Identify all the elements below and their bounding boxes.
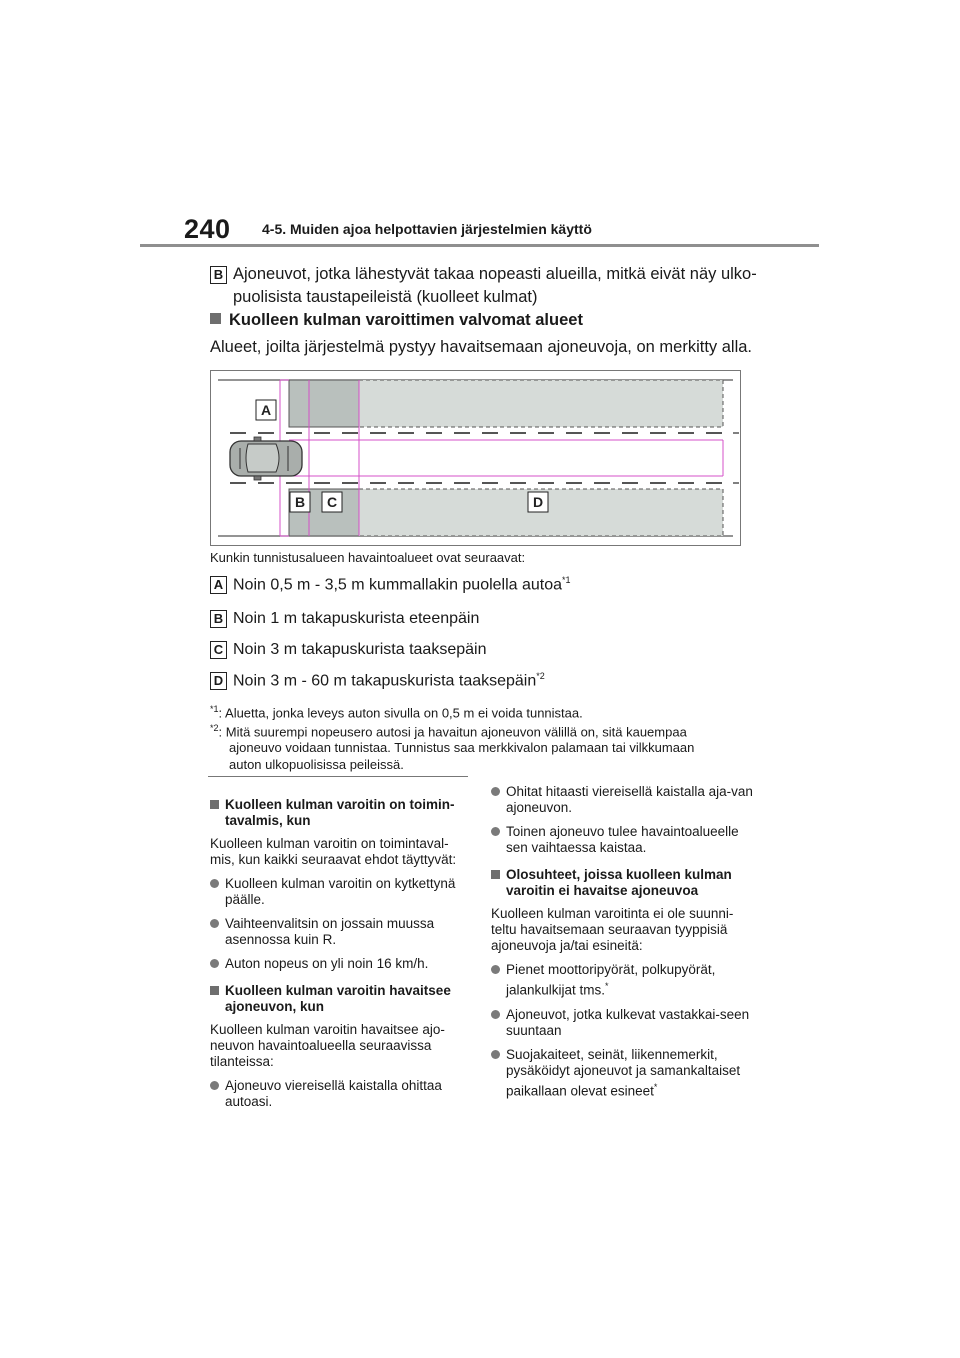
svg-text:C: C xyxy=(326,494,338,510)
diagram-label-b xyxy=(290,492,310,512)
right-paragraph-3: Kuolleen kulman varoitinta ei ole suunni-teltu havaitsemaan seuraavan tyyppisiä ajoneuvoja ja/tai esineitä: xyxy=(491,906,734,953)
diagram-label-a xyxy=(256,400,276,420)
list-item: Vaihteenvalitsin on jossain muussa asennossa kuin R. xyxy=(210,916,468,948)
zone-d-top xyxy=(359,380,723,427)
section-title: 4-5. Muiden ajoa helpottavien järjestelmien käyttö xyxy=(262,221,592,237)
definition-a: A Noin 0,5 m - 3,5 m kummallakin puolella autoa$^{*1}$ xyxy=(210,575,571,594)
footnote-2: $^{*2}$: Mitä suurempi nopeusero autosi ja havaitun ajoneuvon välillä on, sitä kauempaa xyxy=(210,723,687,740)
left-column xyxy=(210,797,468,1110)
page-number: 240 xyxy=(184,214,231,244)
footnote-2-line-2: ajoneuvo voidaan tunnistaa. Tunnistus saa merkkivalon palamaan tai vilkkumaan xyxy=(229,740,695,755)
diagram-caption: Kunkin tunnistusalueen havaintoalueet ovat seuraavat: xyxy=(210,550,526,565)
definition-c: C Noin 3 m takapuskurista taaksepäin xyxy=(210,641,486,659)
list-item: Auton nopeus on yli noin 16 km/h. xyxy=(210,956,468,972)
lead-text: Alueet, joilta järjestelmä pystyy havaitsemaan ajoneuvoja, on merkitty alla. xyxy=(210,338,753,356)
svg-text:B: B xyxy=(294,494,306,510)
definition-d: D Noin 3 m - 60 m takapuskurista taaksepäin$^{*2}$ xyxy=(210,671,545,690)
list-item: Pienet moottoripyörät, polkupyörät, jalankulkijat tms.* xyxy=(491,962,753,999)
square-bullet-icon xyxy=(210,313,221,324)
definition-b: B Noin 1 m takapuskurista eteenpäin xyxy=(210,610,479,628)
list-item: Ajoneuvo viereisellä kaistalla ohittaa autoasi. xyxy=(210,1078,468,1110)
main-heading: Kuolleen kulman varoittimen valvomat alueet xyxy=(210,311,583,330)
svg-text:D: D xyxy=(532,494,544,510)
list-item: Toinen ajoneuvo tulee havaintoalueelle sen vaihtaessa kaistaa. xyxy=(491,824,753,856)
list-item: Ohitat hitaasti viereisellä kaistalla aja-van ajoneuvon. xyxy=(491,784,753,816)
car-icon xyxy=(230,437,302,480)
right-column xyxy=(491,784,753,1099)
header-rule xyxy=(140,244,819,247)
diagram-label-d xyxy=(528,492,548,512)
left-heading-2: Kuolleen kulman varoitin havaitsee ajoneuvon, kun xyxy=(210,983,468,1015)
footnote-1: $^{*1}$: Aluetta, jonka leveys auton sivulla on 0,5 m ei voida tunnistaa. xyxy=(210,704,583,721)
zone-c-top xyxy=(289,380,359,427)
intro-line-1: Ajoneuvot, jotka lähestyvät takaa nopeasti alueilla, mitkä eivät näy ulko- xyxy=(233,265,757,283)
footnote-2-line-3: auton ulkopuolisissa peileissä. xyxy=(229,757,404,772)
list-item: Suojakaiteet, seinät, liikennemerkit, pysäköidyt ajoneuvot ja samankaltaiset paikallaan olevat esineet* xyxy=(491,1047,753,1100)
intro-line-2: puolisista taustapeileistä (kuolleet kulmat) xyxy=(233,288,538,306)
svg-text:A: A xyxy=(260,402,272,418)
intro-b xyxy=(210,263,757,286)
left-heading-1: Kuolleen kulman varoitin on toimin-tavalmis, kun xyxy=(210,797,468,829)
list-item: Kuolleen kulman varoitin on kytkettynä päälle. xyxy=(210,876,468,908)
column-rule xyxy=(208,776,468,777)
left-paragraph-2: Kuolleen kulman varoitin havaitsee ajo-neuvon havaintoalueella seuraavissa tilanteissa: xyxy=(210,1022,445,1069)
label-box-b: B xyxy=(210,266,227,284)
detection-area-diagram xyxy=(210,370,741,546)
list-item: Ajoneuvot, jotka kulkevat vastakkai-seen suuntaan xyxy=(491,1007,753,1039)
diagram-label-c xyxy=(322,492,342,512)
right-heading-3: Olosuhteet, joissa kuolleen kulman varoitin ei havaitse ajoneuvoa xyxy=(491,867,753,899)
left-paragraph-1: Kuolleen kulman varoitin on toimintaval-mis, kun kaikki seuraavat ehdot täyttyvät: xyxy=(210,836,457,867)
